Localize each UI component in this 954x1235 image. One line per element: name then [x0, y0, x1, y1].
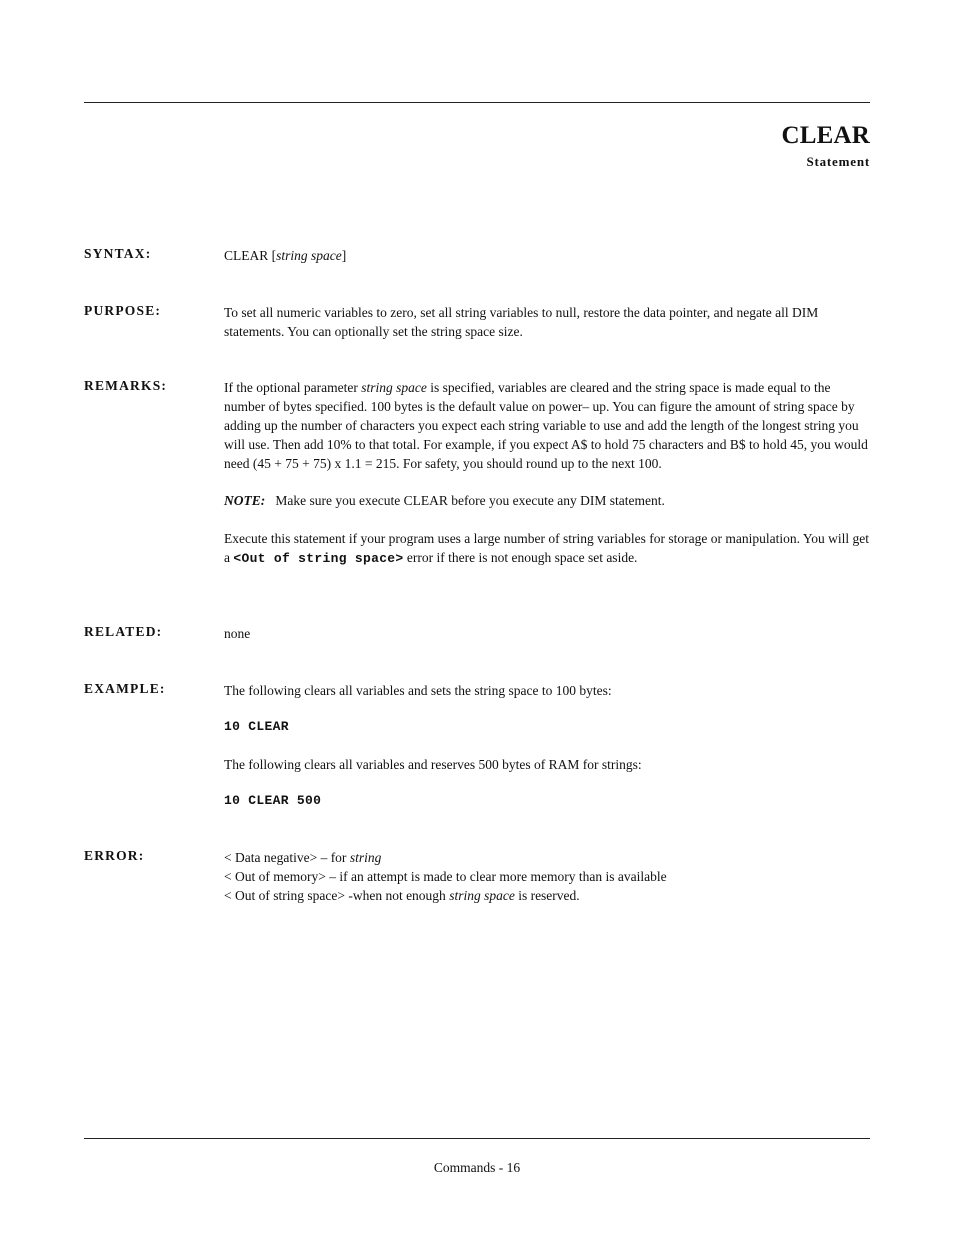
remarks-p1-end: is specified, variables are cleared and the string space is made equal to the number of bytes specified. 100 bytes is the default value on power– up. You can figure the amount of string space by adding up the number of characters you expect each string variable to use and add the length of the longest string you will use. Then add 10% to that total. For example, if you expect A$ to hold 75 characters and B$ to hold 45, you would need (45 + 75 + 75) x 1.1 = 215. For safety, you should round up to the next 100.	[224, 380, 868, 471]
remarks-p1-param: string space	[361, 380, 427, 395]
remarks-p1-start: If the optional parameter	[224, 380, 362, 395]
remarks-label: REMARKS:	[84, 378, 168, 393]
purpose-content	[224, 303, 870, 341]
error-line-1-param: string	[349, 850, 382, 865]
note-text: Make sure you execute CLEAR before you execute any DIM statement.	[265, 493, 665, 508]
example-label: EXAMPLE:	[84, 681, 166, 696]
example-code-1: 10 CLEAR	[224, 719, 289, 734]
error-content	[224, 848, 870, 905]
error-line-1-start: < Data negative> – for	[224, 850, 350, 865]
example-content	[224, 681, 870, 810]
example-desc-2: The following clears all variables and reserves 500 bytes of RAM for strings:	[224, 757, 642, 772]
syntax-content	[224, 246, 870, 265]
top-rule	[84, 102, 870, 103]
remarks-p3-end: error if there is not enough space set aside.	[403, 550, 638, 565]
example-desc-1: The following clears all variables and sets the string space to 100 bytes:	[224, 683, 612, 698]
error-label: ERROR:	[84, 848, 145, 863]
example-code-2: 10 CLEAR 500	[224, 793, 322, 808]
page-footer: Commands - 16	[433, 1160, 521, 1175]
remarks-paragraph-3	[224, 529, 870, 568]
remarks-note	[224, 491, 870, 510]
error-line-3-end: is reserved.	[514, 888, 580, 903]
syntax-label: SYNTAX:	[84, 246, 152, 261]
remarks-p3-start: Execute this statement if your program uses a large number of string variables for storage or manipulation. You will get a	[224, 531, 869, 565]
error-line-3	[224, 886, 870, 905]
purpose-text: To set all numeric variables to zero, set all string variables to null, restore the data pointer, and negate all DIM statements. You can optionally set the string space size.	[224, 305, 819, 339]
syntax-prefix: CLEAR [	[224, 248, 277, 263]
page-subtitle: Statement	[806, 154, 870, 169]
page-title: CLEAR	[781, 122, 870, 149]
related-content	[224, 624, 870, 643]
remarks-paragraph-1	[224, 378, 870, 473]
remarks-content	[224, 378, 870, 568]
related-text: none	[224, 626, 251, 641]
error-line-2: < Out of memory> – if an attempt is made to clear more memory than is available	[224, 869, 667, 884]
bottom-rule	[84, 1138, 870, 1139]
note-label: NOTE:	[224, 493, 266, 508]
related-label: RELATED:	[84, 624, 163, 639]
purpose-label: PURPOSE:	[84, 303, 162, 318]
syntax-suffix: ]	[341, 248, 347, 263]
error-line-3-start: < Out of string space> -when not enough	[224, 888, 450, 903]
syntax-param: string space	[276, 248, 342, 263]
error-line-1	[224, 848, 870, 867]
error-line-3-param: string space	[449, 888, 515, 903]
remarks-p3-code: <Out of string space>	[233, 551, 404, 566]
